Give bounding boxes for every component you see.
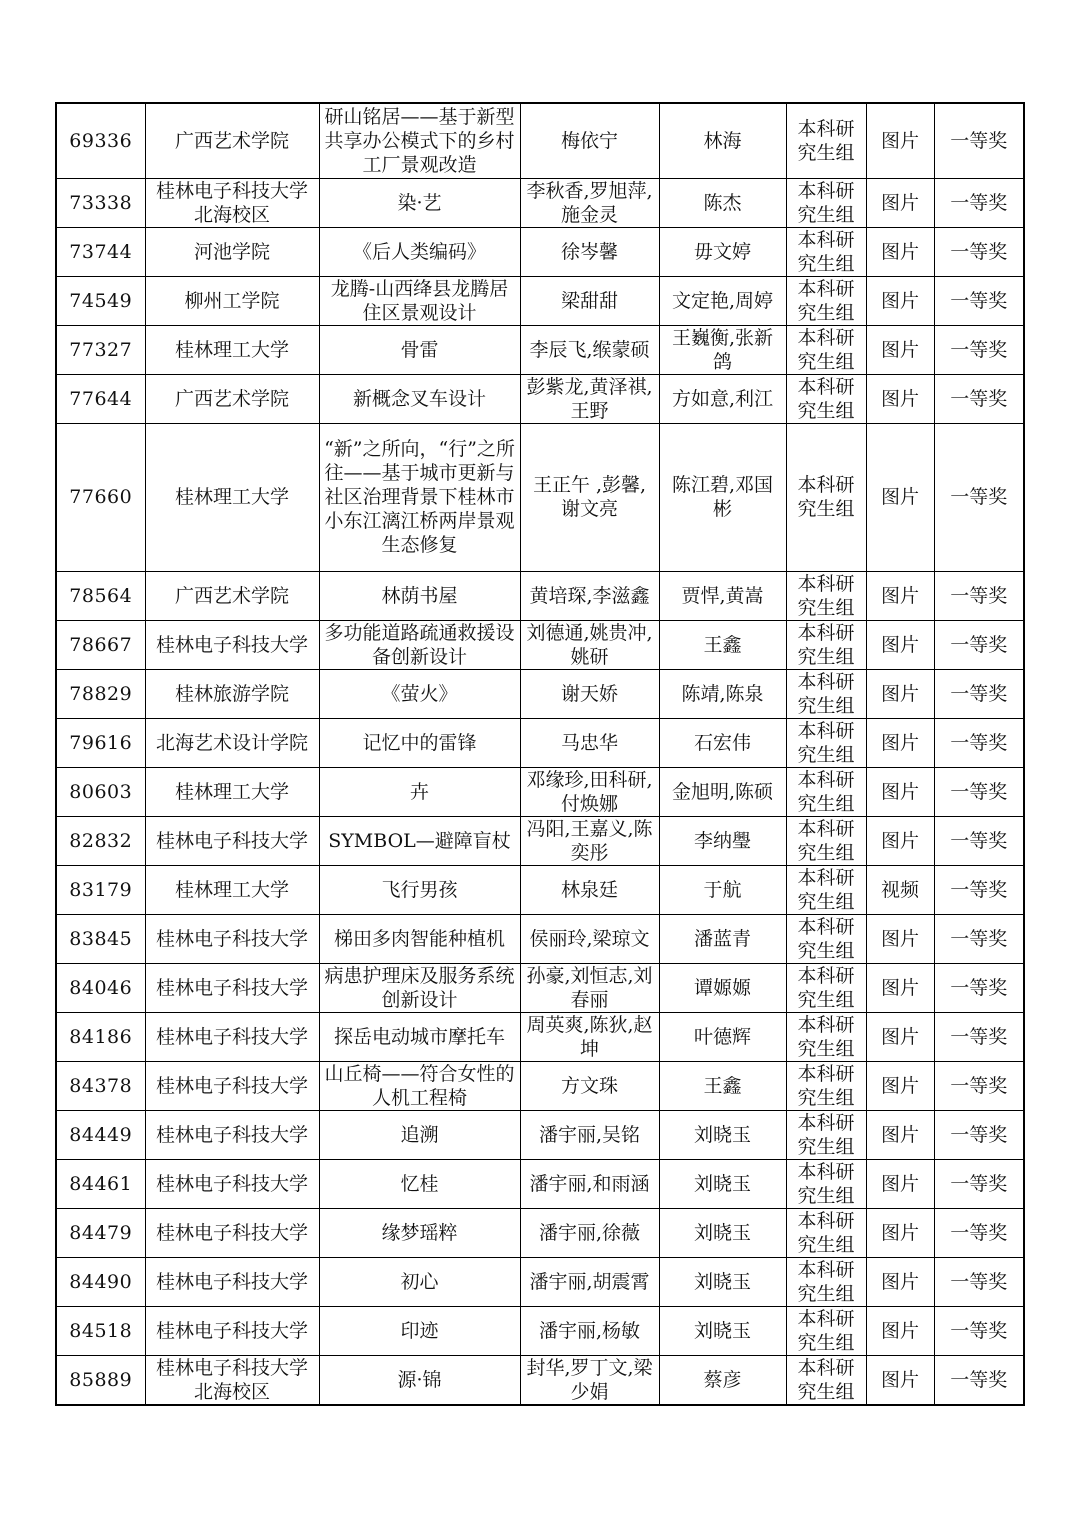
table-row bbox=[56, 276, 1024, 325]
media-type-cell: 图片 bbox=[866, 374, 934, 423]
table-row bbox=[56, 374, 1024, 423]
award-cell: 一等奖 bbox=[934, 374, 1024, 423]
group-cell: 本科研究生组 bbox=[786, 1110, 866, 1159]
table-row bbox=[56, 571, 1024, 620]
media-type-cell: 图片 bbox=[866, 620, 934, 669]
entry-id-cell: 83845 bbox=[56, 914, 145, 963]
award-cell: 一等奖 bbox=[934, 669, 1024, 718]
authors-cell: 潘宇丽,吴铭 bbox=[520, 1110, 659, 1159]
group-cell: 本科研究生组 bbox=[786, 571, 866, 620]
school-cell: 桂林电子科技大学 bbox=[145, 1257, 319, 1306]
entry-id-cell: 80603 bbox=[56, 767, 145, 816]
advisor-cell: 李纳璺 bbox=[659, 816, 786, 865]
entry-id-cell: 77327 bbox=[56, 325, 145, 374]
school-cell: 桂林电子科技大学 bbox=[145, 914, 319, 963]
advisor-cell: 刘晓玉 bbox=[659, 1159, 786, 1208]
work-title-cell: 新概念叉车设计 bbox=[319, 374, 520, 423]
group-cell: 本科研究生组 bbox=[786, 1208, 866, 1257]
group-cell: 本科研究生组 bbox=[786, 1012, 866, 1061]
entry-id-cell: 69336 bbox=[56, 103, 145, 178]
authors-cell: 梁甜甜 bbox=[520, 276, 659, 325]
work-title-cell: 山丘椅——符合女性的人机工程椅 bbox=[319, 1061, 520, 1110]
advisor-cell: 王巍衡,张新鸽 bbox=[659, 325, 786, 374]
group-cell: 本科研究生组 bbox=[786, 178, 866, 227]
work-title-cell: 病患护理床及服务系统创新设计 bbox=[319, 963, 520, 1012]
award-cell: 一等奖 bbox=[934, 1355, 1024, 1405]
award-cell: 一等奖 bbox=[934, 1208, 1024, 1257]
awards-table-body bbox=[56, 103, 1024, 1405]
entry-id-cell: 77644 bbox=[56, 374, 145, 423]
school-cell: 桂林电子科技大学 bbox=[145, 1012, 319, 1061]
group-cell: 本科研究生组 bbox=[786, 1306, 866, 1355]
media-type-cell: 图片 bbox=[866, 1208, 934, 1257]
table-row bbox=[56, 1110, 1024, 1159]
authors-cell: 冯阳,王嘉义,陈奕彤 bbox=[520, 816, 659, 865]
entry-id-cell: 84518 bbox=[56, 1306, 145, 1355]
award-cell: 一等奖 bbox=[934, 1012, 1024, 1061]
table-row bbox=[56, 227, 1024, 276]
group-cell: 本科研究生组 bbox=[786, 620, 866, 669]
table-row bbox=[56, 1061, 1024, 1110]
advisor-cell: 文定艳,周婷 bbox=[659, 276, 786, 325]
work-title-cell: 缘梦瑶粹 bbox=[319, 1208, 520, 1257]
work-title-cell: 追溯 bbox=[319, 1110, 520, 1159]
award-cell: 一等奖 bbox=[934, 767, 1024, 816]
award-cell: 一等奖 bbox=[934, 178, 1024, 227]
work-title-cell: 骨雷 bbox=[319, 325, 520, 374]
table-row bbox=[56, 816, 1024, 865]
media-type-cell: 图片 bbox=[866, 325, 934, 374]
group-cell: 本科研究生组 bbox=[786, 103, 866, 178]
entry-id-cell: 84186 bbox=[56, 1012, 145, 1061]
entry-id-cell: 84378 bbox=[56, 1061, 145, 1110]
entry-id-cell: 82832 bbox=[56, 816, 145, 865]
award-cell: 一等奖 bbox=[934, 571, 1024, 620]
work-title-cell: SYMBOL—避障盲杖 bbox=[319, 816, 520, 865]
advisor-cell: 陈江碧,邓国彬 bbox=[659, 423, 786, 571]
entry-id-cell: 85889 bbox=[56, 1355, 145, 1405]
entry-id-cell: 84479 bbox=[56, 1208, 145, 1257]
entry-id-cell: 73744 bbox=[56, 227, 145, 276]
table-row bbox=[56, 914, 1024, 963]
advisor-cell: 于航 bbox=[659, 865, 786, 914]
authors-cell: 潘宇丽,胡震霄 bbox=[520, 1257, 659, 1306]
school-cell: 桂林理工大学 bbox=[145, 865, 319, 914]
advisor-cell: 蔡彦 bbox=[659, 1355, 786, 1405]
entry-id-cell: 84046 bbox=[56, 963, 145, 1012]
award-cell: 一等奖 bbox=[934, 914, 1024, 963]
award-cell: 一等奖 bbox=[934, 276, 1024, 325]
entry-id-cell: 77660 bbox=[56, 423, 145, 571]
entry-id-cell: 83179 bbox=[56, 865, 145, 914]
table-row bbox=[56, 718, 1024, 767]
advisor-cell: 刘晓玉 bbox=[659, 1257, 786, 1306]
authors-cell: 林泉廷 bbox=[520, 865, 659, 914]
authors-cell: 潘宇丽,杨敏 bbox=[520, 1306, 659, 1355]
media-type-cell: 图片 bbox=[866, 571, 934, 620]
authors-cell: 封华,罗丁文,梁少娟 bbox=[520, 1355, 659, 1405]
authors-cell: 李辰飞,缑蒙硕 bbox=[520, 325, 659, 374]
media-type-cell: 图片 bbox=[866, 1110, 934, 1159]
advisor-cell: 刘晓玉 bbox=[659, 1110, 786, 1159]
media-type-cell: 图片 bbox=[866, 1159, 934, 1208]
media-type-cell: 图片 bbox=[866, 963, 934, 1012]
group-cell: 本科研究生组 bbox=[786, 325, 866, 374]
authors-cell: 徐岑馨 bbox=[520, 227, 659, 276]
media-type-cell: 图片 bbox=[866, 1306, 934, 1355]
advisor-cell: 贾悍,黄嵩 bbox=[659, 571, 786, 620]
work-title-cell: 多功能道路疏通救援设备创新设计 bbox=[319, 620, 520, 669]
school-cell: 桂林电子科技大学 bbox=[145, 816, 319, 865]
advisor-cell: 陈杰 bbox=[659, 178, 786, 227]
entry-id-cell: 78564 bbox=[56, 571, 145, 620]
school-cell: 桂林电子科技大学 bbox=[145, 1159, 319, 1208]
authors-cell: 邓缘珍,田科研,付焕娜 bbox=[520, 767, 659, 816]
school-cell: 桂林理工大学 bbox=[145, 325, 319, 374]
work-title-cell: 染·艺 bbox=[319, 178, 520, 227]
authors-cell: 潘宇丽,和雨涵 bbox=[520, 1159, 659, 1208]
school-cell: 桂林旅游学院 bbox=[145, 669, 319, 718]
work-title-cell: 研山铭居——基于新型共享办公模式下的乡村工厂景观改造 bbox=[319, 103, 520, 178]
work-title-cell: 初心 bbox=[319, 1257, 520, 1306]
advisor-cell: 石宏伟 bbox=[659, 718, 786, 767]
group-cell: 本科研究生组 bbox=[786, 374, 866, 423]
advisor-cell: 方如意,利江 bbox=[659, 374, 786, 423]
school-cell: 北海艺术设计学院 bbox=[145, 718, 319, 767]
table-row bbox=[56, 1159, 1024, 1208]
table-row bbox=[56, 767, 1024, 816]
table-row bbox=[56, 1012, 1024, 1061]
media-type-cell: 图片 bbox=[866, 227, 934, 276]
award-cell: 一等奖 bbox=[934, 963, 1024, 1012]
group-cell: 本科研究生组 bbox=[786, 1061, 866, 1110]
school-cell: 桂林理工大学 bbox=[145, 767, 319, 816]
group-cell: 本科研究生组 bbox=[786, 865, 866, 914]
award-cell: 一等奖 bbox=[934, 718, 1024, 767]
entry-id-cell: 74549 bbox=[56, 276, 145, 325]
group-cell: 本科研究生组 bbox=[786, 227, 866, 276]
table-row bbox=[56, 1257, 1024, 1306]
table-row bbox=[56, 865, 1024, 914]
authors-cell: 谢天娇 bbox=[520, 669, 659, 718]
work-title-cell: 忆桂 bbox=[319, 1159, 520, 1208]
media-type-cell: 图片 bbox=[866, 669, 934, 718]
school-cell: 桂林电子科技大学北海校区 bbox=[145, 178, 319, 227]
work-title-cell: 林荫书屋 bbox=[319, 571, 520, 620]
award-cell: 一等奖 bbox=[934, 103, 1024, 178]
school-cell: 桂林电子科技大学 bbox=[145, 1306, 319, 1355]
advisor-cell: 刘晓玉 bbox=[659, 1306, 786, 1355]
group-cell: 本科研究生组 bbox=[786, 1355, 866, 1405]
advisor-cell: 谭嫄嫄 bbox=[659, 963, 786, 1012]
award-cell: 一等奖 bbox=[934, 865, 1024, 914]
award-cell: 一等奖 bbox=[934, 325, 1024, 374]
work-title-cell: 《萤火》 bbox=[319, 669, 520, 718]
table-row bbox=[56, 325, 1024, 374]
table-row bbox=[56, 1355, 1024, 1405]
work-title-cell: 探岳电动城市摩托车 bbox=[319, 1012, 520, 1061]
authors-cell: 方文珠 bbox=[520, 1061, 659, 1110]
entry-id-cell: 84449 bbox=[56, 1110, 145, 1159]
media-type-cell: 图片 bbox=[866, 914, 934, 963]
school-cell: 桂林电子科技大学 bbox=[145, 1061, 319, 1110]
work-title-cell: 《后人类编码》 bbox=[319, 227, 520, 276]
advisor-cell: 王鑫 bbox=[659, 620, 786, 669]
school-cell: 桂林电子科技大学 bbox=[145, 620, 319, 669]
authors-cell: 王正午 ,彭馨,谢文亮 bbox=[520, 423, 659, 571]
media-type-cell: 图片 bbox=[866, 767, 934, 816]
award-cell: 一等奖 bbox=[934, 816, 1024, 865]
authors-cell: 马忠华 bbox=[520, 718, 659, 767]
award-cell: 一等奖 bbox=[934, 620, 1024, 669]
advisor-cell: 金旭明,陈硕 bbox=[659, 767, 786, 816]
media-type-cell: 图片 bbox=[866, 1355, 934, 1405]
school-cell: 广西艺术学院 bbox=[145, 374, 319, 423]
school-cell: 桂林电子科技大学 bbox=[145, 1110, 319, 1159]
authors-cell: 李秋香,罗旭萍,施金灵 bbox=[520, 178, 659, 227]
media-type-cell: 图片 bbox=[866, 816, 934, 865]
media-type-cell: 图片 bbox=[866, 276, 934, 325]
award-cell: 一等奖 bbox=[934, 1306, 1024, 1355]
work-title-cell: 印迹 bbox=[319, 1306, 520, 1355]
school-cell: 桂林理工大学 bbox=[145, 423, 319, 571]
advisor-cell: 刘晓玉 bbox=[659, 1208, 786, 1257]
group-cell: 本科研究生组 bbox=[786, 276, 866, 325]
authors-cell: 刘德通,姚贵冲,姚研 bbox=[520, 620, 659, 669]
work-title-cell: 龙腾-山西绛县龙腾居住区景观设计 bbox=[319, 276, 520, 325]
advisor-cell: 叶德辉 bbox=[659, 1012, 786, 1061]
authors-cell: 潘宇丽,徐薇 bbox=[520, 1208, 659, 1257]
media-type-cell: 视频 bbox=[866, 865, 934, 914]
award-cell: 一等奖 bbox=[934, 423, 1024, 571]
award-cell: 一等奖 bbox=[934, 1110, 1024, 1159]
award-cell: 一等奖 bbox=[934, 1159, 1024, 1208]
school-cell: 桂林电子科技大学 bbox=[145, 963, 319, 1012]
media-type-cell: 图片 bbox=[866, 103, 934, 178]
authors-cell: 周英爽,陈狄,赵坤 bbox=[520, 1012, 659, 1061]
entry-id-cell: 79616 bbox=[56, 718, 145, 767]
authors-cell: 彭紫龙,黄泽祺,王野 bbox=[520, 374, 659, 423]
table-row bbox=[56, 178, 1024, 227]
entry-id-cell: 73338 bbox=[56, 178, 145, 227]
group-cell: 本科研究生组 bbox=[786, 767, 866, 816]
group-cell: 本科研究生组 bbox=[786, 718, 866, 767]
group-cell: 本科研究生组 bbox=[786, 423, 866, 571]
award-cell: 一等奖 bbox=[934, 227, 1024, 276]
group-cell: 本科研究生组 bbox=[786, 1159, 866, 1208]
table-row bbox=[56, 963, 1024, 1012]
authors-cell: 梅依宁 bbox=[520, 103, 659, 178]
award-cell: 一等奖 bbox=[934, 1257, 1024, 1306]
media-type-cell: 图片 bbox=[866, 1012, 934, 1061]
media-type-cell: 图片 bbox=[866, 718, 934, 767]
work-title-cell: 源·锦 bbox=[319, 1355, 520, 1405]
school-cell: 广西艺术学院 bbox=[145, 103, 319, 178]
advisor-cell: 潘蓝青 bbox=[659, 914, 786, 963]
advisor-cell: 陈靖,陈泉 bbox=[659, 669, 786, 718]
authors-cell: 孙豪,刘恒志,刘春丽 bbox=[520, 963, 659, 1012]
work-title-cell: 记忆中的雷锋 bbox=[319, 718, 520, 767]
group-cell: 本科研究生组 bbox=[786, 816, 866, 865]
group-cell: 本科研究生组 bbox=[786, 963, 866, 1012]
awards-table bbox=[55, 102, 1025, 1406]
table-row bbox=[56, 620, 1024, 669]
entry-id-cell: 84461 bbox=[56, 1159, 145, 1208]
work-title-cell: 飞行男孩 bbox=[319, 865, 520, 914]
media-type-cell: 图片 bbox=[866, 1257, 934, 1306]
work-title-cell: 卉 bbox=[319, 767, 520, 816]
advisor-cell: 王鑫 bbox=[659, 1061, 786, 1110]
work-title-cell: “新”之所向，“行”之所往——基于城市更新与社区治理背景下桂林市小东江漓江桥两岸景观生态修复 bbox=[319, 423, 520, 571]
table-row bbox=[56, 423, 1024, 571]
advisor-cell: 林海 bbox=[659, 103, 786, 178]
work-title-cell: 梯田多肉智能种植机 bbox=[319, 914, 520, 963]
table-row bbox=[56, 103, 1024, 178]
authors-cell: 侯丽玲,梁琼文 bbox=[520, 914, 659, 963]
school-cell: 广西艺术学院 bbox=[145, 571, 319, 620]
media-type-cell: 图片 bbox=[866, 423, 934, 571]
school-cell: 柳州工学院 bbox=[145, 276, 319, 325]
authors-cell: 黄培琛,李滋鑫 bbox=[520, 571, 659, 620]
school-cell: 桂林电子科技大学北海校区 bbox=[145, 1355, 319, 1405]
advisor-cell: 毋文婷 bbox=[659, 227, 786, 276]
school-cell: 桂林电子科技大学 bbox=[145, 1208, 319, 1257]
group-cell: 本科研究生组 bbox=[786, 669, 866, 718]
table-row bbox=[56, 1306, 1024, 1355]
entry-id-cell: 84490 bbox=[56, 1257, 145, 1306]
media-type-cell: 图片 bbox=[866, 178, 934, 227]
award-cell: 一等奖 bbox=[934, 1061, 1024, 1110]
group-cell: 本科研究生组 bbox=[786, 914, 866, 963]
table-row bbox=[56, 1208, 1024, 1257]
media-type-cell: 图片 bbox=[866, 1061, 934, 1110]
group-cell: 本科研究生组 bbox=[786, 1257, 866, 1306]
entry-id-cell: 78667 bbox=[56, 620, 145, 669]
school-cell: 河池学院 bbox=[145, 227, 319, 276]
table-row bbox=[56, 669, 1024, 718]
entry-id-cell: 78829 bbox=[56, 669, 145, 718]
